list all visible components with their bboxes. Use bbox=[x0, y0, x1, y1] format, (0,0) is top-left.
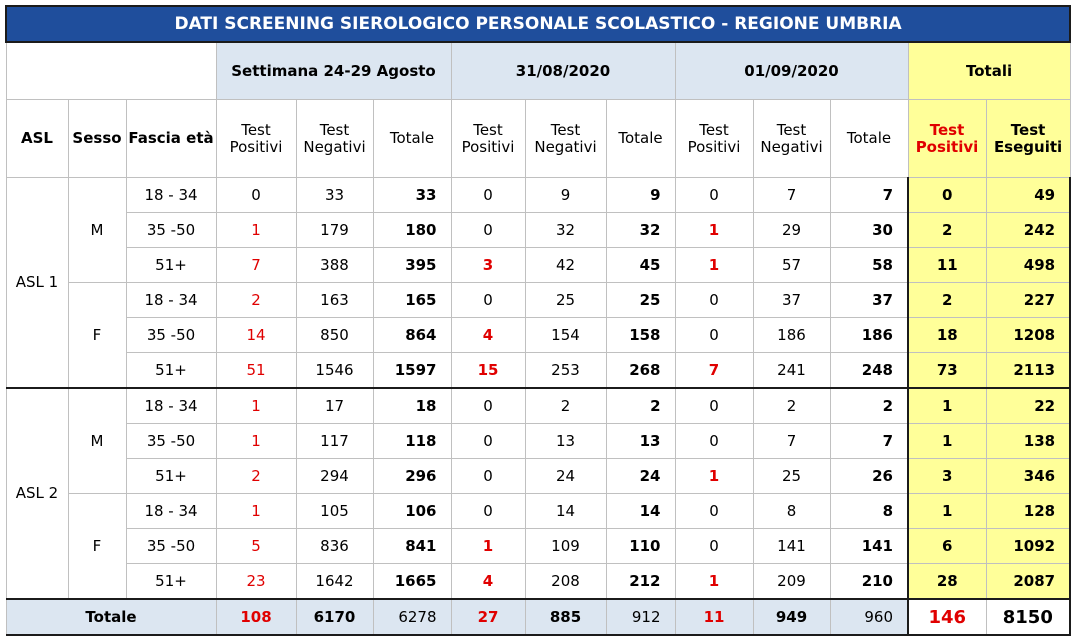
table-cell: 241 bbox=[753, 353, 830, 389]
table-cell: 33 bbox=[373, 178, 451, 213]
col-header-totale: Totale bbox=[830, 100, 908, 178]
table-cell: 0 bbox=[451, 178, 525, 213]
table-cell: 836 bbox=[296, 529, 373, 564]
asl-label: ASL 1 bbox=[6, 178, 68, 389]
age-range-cell: 35 -50 bbox=[126, 318, 216, 353]
table-cell: 105 bbox=[296, 494, 373, 529]
col-header-test-negativi: Test Negativi bbox=[525, 100, 606, 178]
table-cell: 17 bbox=[296, 388, 373, 424]
age-range-cell: 51+ bbox=[126, 248, 216, 283]
table-row bbox=[6, 318, 1070, 353]
table-cell: 15 bbox=[451, 353, 525, 389]
table-cell: 1597 bbox=[373, 353, 451, 389]
table-cell: 9 bbox=[606, 178, 675, 213]
table-cell: 2 bbox=[525, 388, 606, 424]
table-cell: 1 bbox=[216, 388, 296, 424]
table-cell: 841 bbox=[373, 529, 451, 564]
group-date2-header: 01/09/2020 bbox=[675, 42, 908, 100]
table-cell: 37 bbox=[753, 283, 830, 318]
group-totali-header: Totali bbox=[908, 42, 1070, 100]
table-row bbox=[6, 283, 1070, 318]
table-cell: 51 bbox=[216, 353, 296, 389]
table-cell: 210 bbox=[830, 564, 908, 600]
table-cell: 165 bbox=[373, 283, 451, 318]
table-cell: 0 bbox=[675, 318, 753, 353]
table-cell: 0 bbox=[675, 283, 753, 318]
table-cell: 346 bbox=[986, 459, 1070, 494]
age-range-cell: 35 -50 bbox=[126, 529, 216, 564]
group-week-header: Settimana 24-29 Agosto bbox=[216, 42, 451, 100]
asl-label: ASL 2 bbox=[6, 388, 68, 599]
table-cell: 24 bbox=[606, 459, 675, 494]
table-cell: 29 bbox=[753, 213, 830, 248]
table-cell: 0 bbox=[908, 178, 986, 213]
col-header-total-eseguiti: Test Eseguiti bbox=[986, 100, 1070, 178]
table-cell: 30 bbox=[830, 213, 908, 248]
table-row bbox=[6, 564, 1070, 600]
totals-cell: 912 bbox=[606, 599, 675, 635]
screening-table bbox=[5, 5, 1071, 636]
table-cell: 45 bbox=[606, 248, 675, 283]
totals-row bbox=[6, 599, 1070, 635]
table-cell: 13 bbox=[606, 424, 675, 459]
table-cell: 7 bbox=[753, 424, 830, 459]
col-header-total-positivi: Test Positivi bbox=[908, 100, 986, 178]
table-cell: 1 bbox=[216, 494, 296, 529]
table-cell: 37 bbox=[830, 283, 908, 318]
table-cell: 14 bbox=[606, 494, 675, 529]
empty-corner-cell bbox=[6, 42, 216, 100]
col-header-test-negativi: Test Negativi bbox=[296, 100, 373, 178]
table-cell: 138 bbox=[986, 424, 1070, 459]
table-cell: 1665 bbox=[373, 564, 451, 600]
table-row bbox=[6, 213, 1070, 248]
table-cell: 498 bbox=[986, 248, 1070, 283]
table-cell: 42 bbox=[525, 248, 606, 283]
table-cell: 0 bbox=[216, 178, 296, 213]
table-cell: 49 bbox=[986, 178, 1070, 213]
table-cell: 294 bbox=[296, 459, 373, 494]
table-cell: 117 bbox=[296, 424, 373, 459]
table-row bbox=[6, 459, 1070, 494]
table-cell: 1 bbox=[908, 424, 986, 459]
table-cell: 1208 bbox=[986, 318, 1070, 353]
table-cell: 2113 bbox=[986, 353, 1070, 389]
table-cell: 158 bbox=[606, 318, 675, 353]
age-range-cell: 18 - 34 bbox=[126, 494, 216, 529]
table-cell: 1 bbox=[908, 494, 986, 529]
table-cell: 388 bbox=[296, 248, 373, 283]
table-cell: 186 bbox=[830, 318, 908, 353]
sex-label: F bbox=[68, 494, 126, 600]
totals-label: Totale bbox=[6, 599, 216, 635]
table-cell: 57 bbox=[753, 248, 830, 283]
table-cell: 14 bbox=[525, 494, 606, 529]
table-cell: 18 bbox=[908, 318, 986, 353]
table-cell: 13 bbox=[525, 424, 606, 459]
table-cell: 2 bbox=[908, 213, 986, 248]
table-row bbox=[6, 424, 1070, 459]
sex-label: F bbox=[68, 283, 126, 389]
table-cell: 25 bbox=[753, 459, 830, 494]
table-cell: 864 bbox=[373, 318, 451, 353]
table-cell: 26 bbox=[830, 459, 908, 494]
table-cell: 0 bbox=[451, 283, 525, 318]
page-title: DATI SCREENING SIEROLOGICO PERSONALE SCOLASTICO - REGIONE UMBRIA bbox=[6, 6, 1070, 42]
table-cell: 253 bbox=[525, 353, 606, 389]
table-cell: 0 bbox=[675, 494, 753, 529]
table-cell: 6 bbox=[908, 529, 986, 564]
table-cell: 0 bbox=[675, 529, 753, 564]
age-range-cell: 18 - 34 bbox=[126, 388, 216, 424]
table-cell: 395 bbox=[373, 248, 451, 283]
table-cell: 8 bbox=[753, 494, 830, 529]
table-cell: 110 bbox=[606, 529, 675, 564]
col-header-test-positivi: Test Positivi bbox=[675, 100, 753, 178]
table-cell: 2 bbox=[216, 283, 296, 318]
totals-cell: 11 bbox=[675, 599, 753, 635]
table-row bbox=[6, 178, 1070, 213]
table-cell: 850 bbox=[296, 318, 373, 353]
totals-cell: 108 bbox=[216, 599, 296, 635]
table-cell: 25 bbox=[525, 283, 606, 318]
table-cell: 23 bbox=[216, 564, 296, 600]
table-cell: 242 bbox=[986, 213, 1070, 248]
table-cell: 296 bbox=[373, 459, 451, 494]
table-cell: 141 bbox=[830, 529, 908, 564]
table-cell: 1642 bbox=[296, 564, 373, 600]
table-cell: 5 bbox=[216, 529, 296, 564]
table-cell: 4 bbox=[451, 318, 525, 353]
table-cell: 268 bbox=[606, 353, 675, 389]
sex-label: M bbox=[68, 388, 126, 494]
table-cell: 0 bbox=[675, 424, 753, 459]
table-cell: 1 bbox=[675, 248, 753, 283]
table-cell: 2 bbox=[908, 283, 986, 318]
age-range-cell: 18 - 34 bbox=[126, 178, 216, 213]
table-cell: 1092 bbox=[986, 529, 1070, 564]
table-cell: 154 bbox=[525, 318, 606, 353]
table-cell: 7 bbox=[753, 178, 830, 213]
table-cell: 33 bbox=[296, 178, 373, 213]
table-cell: 7 bbox=[830, 424, 908, 459]
table-row bbox=[6, 494, 1070, 529]
col-header-sesso: Sesso bbox=[68, 100, 126, 178]
table-cell: 1 bbox=[908, 388, 986, 424]
totals-cell: 960 bbox=[830, 599, 908, 635]
table-cell: 1 bbox=[216, 424, 296, 459]
age-range-cell: 51+ bbox=[126, 353, 216, 389]
table-cell: 14 bbox=[216, 318, 296, 353]
table-cell: 186 bbox=[753, 318, 830, 353]
col-header-totale: Totale bbox=[373, 100, 451, 178]
table-row bbox=[6, 529, 1070, 564]
table-cell: 180 bbox=[373, 213, 451, 248]
table-cell: 0 bbox=[451, 388, 525, 424]
table-cell: 106 bbox=[373, 494, 451, 529]
table-cell: 58 bbox=[830, 248, 908, 283]
totals-cell: 885 bbox=[525, 599, 606, 635]
table-cell: 7 bbox=[675, 353, 753, 389]
table-row bbox=[6, 353, 1070, 389]
table-cell: 7 bbox=[216, 248, 296, 283]
col-header-asl: ASL bbox=[6, 100, 68, 178]
table-cell: 0 bbox=[451, 213, 525, 248]
table-cell: 73 bbox=[908, 353, 986, 389]
sex-label: M bbox=[68, 178, 126, 283]
table-cell: 18 bbox=[373, 388, 451, 424]
totals-cell: 6170 bbox=[296, 599, 373, 635]
table-cell: 0 bbox=[451, 424, 525, 459]
table-cell: 2087 bbox=[986, 564, 1070, 600]
table-cell: 8 bbox=[830, 494, 908, 529]
table-cell: 7 bbox=[830, 178, 908, 213]
col-header-fascia: Fascia età bbox=[126, 100, 216, 178]
table-cell: 2 bbox=[753, 388, 830, 424]
table-cell: 2 bbox=[606, 388, 675, 424]
col-header-totale: Totale bbox=[606, 100, 675, 178]
age-range-cell: 35 -50 bbox=[126, 213, 216, 248]
table-row bbox=[6, 388, 1070, 424]
table-cell: 22 bbox=[986, 388, 1070, 424]
table-cell: 212 bbox=[606, 564, 675, 600]
table-cell: 118 bbox=[373, 424, 451, 459]
table-cell: 128 bbox=[986, 494, 1070, 529]
table-cell: 109 bbox=[525, 529, 606, 564]
table-cell: 1 bbox=[675, 459, 753, 494]
col-header-test-positivi: Test Positivi bbox=[216, 100, 296, 178]
table-cell: 9 bbox=[525, 178, 606, 213]
table-cell: 179 bbox=[296, 213, 373, 248]
table-cell: 0 bbox=[675, 388, 753, 424]
table-cell: 4 bbox=[451, 564, 525, 600]
group-date1-header: 31/08/2020 bbox=[451, 42, 675, 100]
table-cell: 0 bbox=[451, 494, 525, 529]
table-cell: 1 bbox=[675, 213, 753, 248]
table-cell: 1 bbox=[675, 564, 753, 600]
age-range-cell: 35 -50 bbox=[126, 424, 216, 459]
age-range-cell: 18 - 34 bbox=[126, 283, 216, 318]
table-cell: 3 bbox=[908, 459, 986, 494]
table-cell: 227 bbox=[986, 283, 1070, 318]
table-cell: 163 bbox=[296, 283, 373, 318]
table-cell: 248 bbox=[830, 353, 908, 389]
totals-cell: 6278 bbox=[373, 599, 451, 635]
table-row bbox=[6, 248, 1070, 283]
table-cell: 141 bbox=[753, 529, 830, 564]
table-cell: 32 bbox=[606, 213, 675, 248]
table-cell: 2 bbox=[830, 388, 908, 424]
totals-cell: 949 bbox=[753, 599, 830, 635]
table-cell: 3 bbox=[451, 248, 525, 283]
totals-cell: 8150 bbox=[986, 599, 1070, 635]
table-cell: 209 bbox=[753, 564, 830, 600]
table-cell: 2 bbox=[216, 459, 296, 494]
totals-cell: 27 bbox=[451, 599, 525, 635]
col-header-test-negativi: Test Negativi bbox=[753, 100, 830, 178]
table-cell: 0 bbox=[675, 178, 753, 213]
table-cell: 24 bbox=[525, 459, 606, 494]
table-cell: 0 bbox=[451, 459, 525, 494]
screening-table-container bbox=[5, 5, 1071, 636]
age-range-cell: 51+ bbox=[126, 564, 216, 600]
table-cell: 32 bbox=[525, 213, 606, 248]
table-cell: 1546 bbox=[296, 353, 373, 389]
table-cell: 11 bbox=[908, 248, 986, 283]
totals-cell: 146 bbox=[908, 599, 986, 635]
table-cell: 25 bbox=[606, 283, 675, 318]
table-cell: 28 bbox=[908, 564, 986, 600]
table-cell: 1 bbox=[451, 529, 525, 564]
col-header-test-positivi: Test Positivi bbox=[451, 100, 525, 178]
table-cell: 208 bbox=[525, 564, 606, 600]
age-range-cell: 51+ bbox=[126, 459, 216, 494]
table-cell: 1 bbox=[216, 213, 296, 248]
